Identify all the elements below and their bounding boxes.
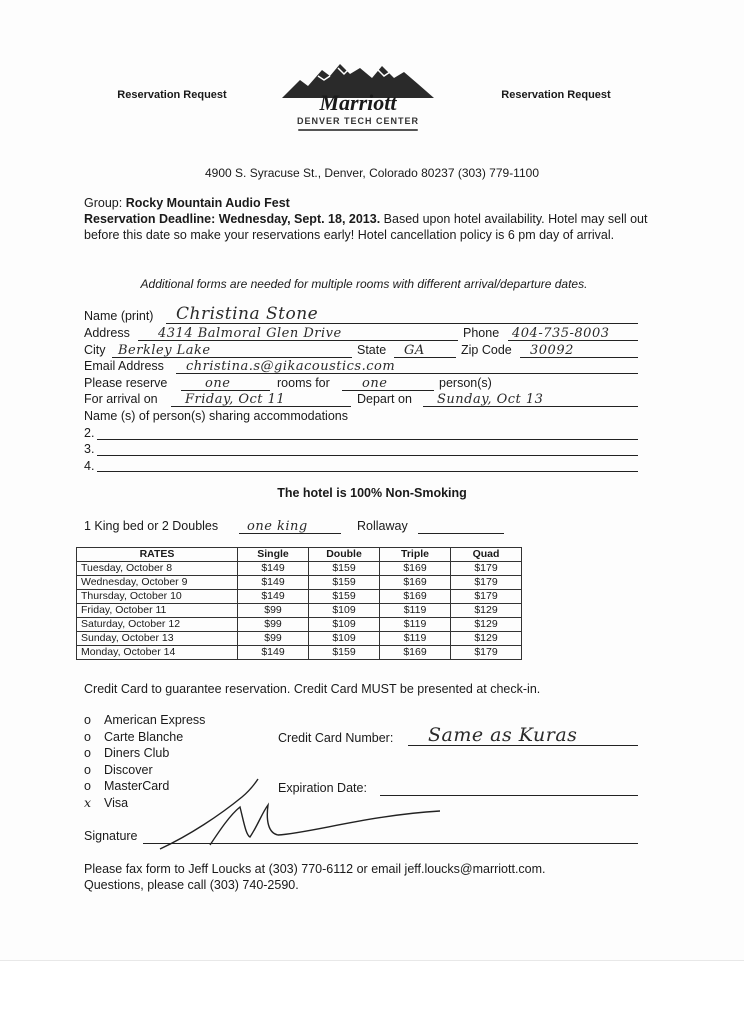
card-number-value: Same as Kuras <box>428 724 578 746</box>
scanner-margin <box>0 960 744 1025</box>
reserve-label: Please reserve <box>84 376 168 390</box>
persons-count-field[interactable] <box>342 375 434 391</box>
city-label: City <box>84 343 106 357</box>
rate-single: $149 <box>238 646 309 660</box>
state-label: State <box>357 343 387 357</box>
city-value: Berkley Lake <box>118 343 211 358</box>
radio-bullet-icon: o <box>84 746 91 760</box>
zip-value: 30092 <box>530 343 574 358</box>
table-row <box>77 562 522 576</box>
card-option-label: Carte Blanche <box>104 729 184 744</box>
checked-x-icon: x <box>84 794 92 810</box>
phone-label: Phone <box>463 326 500 340</box>
rollaway-label: Rollaway <box>357 519 408 533</box>
name-value: Christina Stone <box>176 304 319 324</box>
address-label: Address <box>84 326 130 340</box>
marriott-wordmark: Marriott <box>319 90 397 115</box>
logo-underline <box>298 129 418 131</box>
quad-header: Quad <box>451 548 522 562</box>
questions-phone: Questions, please call (303) 740-2590. <box>84 878 299 892</box>
state-value: GA <box>404 343 425 358</box>
fax-instructions: Please fax form to Jeff Loucks at (303) 770-6112 or email jeff.loucks@marriott.com. <box>84 862 546 876</box>
radio-bullet-icon: o <box>84 729 91 744</box>
zip-field[interactable] <box>520 342 638 358</box>
zip-label: Zip Code <box>461 343 512 357</box>
depart-label: Depart on <box>357 392 412 406</box>
rate-quad: $129 <box>451 604 522 618</box>
rate-quad: $129 <box>451 632 522 646</box>
email-value: christina.s@gikacoustics.com <box>186 359 396 374</box>
deadline-label: Reservation Deadline: Wednesday, Sept. 18, 2013. <box>84 212 381 226</box>
table-row <box>77 646 522 660</box>
rate-quad: $179 <box>451 646 522 660</box>
card-number-label: Credit Card Number: <box>278 731 394 745</box>
rate-single: $99 <box>238 604 309 618</box>
mountain-logo-icon <box>278 58 438 116</box>
group-name: Rocky Mountain Audio Fest <box>125 196 290 210</box>
rate-triple: $169 <box>380 646 451 660</box>
deadline-paragraph <box>84 211 654 243</box>
single-header: Single <box>238 548 309 562</box>
logo-subtitle: DENVER TECH CENTER <box>296 116 419 126</box>
rooms-count-value: one <box>205 376 231 391</box>
card-option-label: Discover <box>104 762 153 777</box>
additional-forms-note: Additional forms are needed for multiple rooms with different arrival/departure dates. <box>140 277 588 291</box>
share-4-field[interactable] <box>97 456 638 472</box>
rate-triple: $119 <box>380 604 451 618</box>
credit-card-notice: Credit Card to guarantee reservation. Credit Card MUST be presented at check-in. <box>84 682 541 696</box>
phone-field[interactable] <box>508 325 638 341</box>
rate-single: $99 <box>238 632 309 646</box>
table-row <box>77 604 522 618</box>
email-label: Email Address <box>84 359 164 373</box>
group-label: Group: <box>84 196 126 210</box>
double-header: Double <box>309 548 380 562</box>
card-option-label: Diners Club <box>104 746 170 760</box>
rate-triple: $169 <box>380 562 451 576</box>
radio-bullet-icon: o <box>84 713 91 727</box>
rate-double: $159 <box>309 646 380 660</box>
rates-header-row <box>77 548 522 562</box>
rates-header: RATES <box>77 548 238 562</box>
rate-day: Saturday, October 12 <box>77 618 238 632</box>
rate-day: Thursday, October 10 <box>77 590 238 604</box>
rate-double: $109 <box>309 632 380 646</box>
phone-value: 404-735-8003 <box>512 326 610 341</box>
persons-label: person(s) <box>439 376 492 390</box>
rate-triple: $119 <box>380 632 451 646</box>
address-value: 4314 Balmoral Glen Drive <box>158 326 342 341</box>
marriott-logo <box>270 58 446 148</box>
non-smoking-notice: The hotel is 100% Non-Smoking <box>277 486 467 500</box>
hotel-address: 4900 S. Syracuse St., Denver, Colorado 80237 (303) 779-1100 <box>205 166 539 180</box>
rate-triple: $169 <box>380 590 451 604</box>
rate-quad: $179 <box>451 590 522 604</box>
rate-double: $109 <box>309 618 380 632</box>
name-field[interactable] <box>166 304 638 324</box>
rate-triple: $169 <box>380 576 451 590</box>
table-row <box>77 618 522 632</box>
rate-day: Sunday, October 13 <box>77 632 238 646</box>
city-field[interactable] <box>112 342 352 358</box>
share-3-label: 3. <box>84 442 95 456</box>
rate-single: $149 <box>238 590 309 604</box>
address-field[interactable] <box>138 325 458 341</box>
signature-label: Signature <box>84 829 138 843</box>
radio-bullet-icon: o <box>84 779 91 793</box>
state-field[interactable] <box>394 342 456 358</box>
table-row <box>77 632 522 646</box>
expiration-label: Expiration Date: <box>278 781 367 795</box>
card-option-carte-blanche[interactable] <box>84 729 205 746</box>
bed-field[interactable] <box>239 518 341 534</box>
card-option-label: American Express <box>104 713 206 727</box>
card-option-label: Visa <box>104 795 129 810</box>
bed-label: 1 King bed or 2 Doubles <box>84 519 219 533</box>
rooms-for-label: rooms for <box>277 376 330 390</box>
rate-double: $109 <box>309 604 380 618</box>
triple-header: Triple <box>380 548 451 562</box>
rate-triple: $119 <box>380 618 451 632</box>
card-number-field[interactable] <box>408 724 638 746</box>
reservation-request-left-label: Reservation Request <box>117 89 227 101</box>
rate-quad: $179 <box>451 576 522 590</box>
deadline-text: Based upon hotel availability. Hotel may sell out before this date so make your reservations early! Hotel cancellation policy is 6 pm day of arrival. <box>84 212 648 242</box>
rate-double: $159 <box>309 576 380 590</box>
table-row <box>77 576 522 590</box>
radio-bullet-icon: o <box>84 762 91 777</box>
table-row <box>77 590 522 604</box>
card-option-diners-club[interactable] <box>84 745 205 762</box>
rate-day: Friday, October 11 <box>77 604 238 618</box>
persons-count-value: one <box>362 376 388 391</box>
rate-day: Wednesday, October 9 <box>77 576 238 590</box>
arrival-value: Friday, Oct 11 <box>185 392 286 407</box>
name-label: Name (print) <box>84 309 154 323</box>
signature-scribble-icon <box>150 775 450 855</box>
rate-single: $149 <box>238 576 309 590</box>
share-2-field[interactable] <box>97 424 638 440</box>
card-option-label: MasterCard <box>104 779 170 793</box>
reservation-request-right-label: Reservation Request <box>501 89 611 101</box>
card-option-american-express[interactable] <box>84 712 205 729</box>
rate-single: $99 <box>238 618 309 632</box>
name-row <box>84 308 153 324</box>
bed-value: one king <box>247 519 308 534</box>
share-4-label: 4. <box>84 459 95 473</box>
depart-field[interactable] <box>423 391 638 407</box>
sharing-label: Name (s) of person(s) sharing accommodations <box>84 409 348 423</box>
email-field[interactable] <box>176 358 638 374</box>
group-line <box>84 195 654 211</box>
rate-double: $159 <box>309 590 380 604</box>
share-2-label: 2. <box>84 426 95 440</box>
rate-quad: $129 <box>451 618 522 632</box>
depart-value: Sunday, Oct 13 <box>437 392 544 407</box>
rollaway-field[interactable] <box>418 518 504 534</box>
arrival-field[interactable] <box>171 391 351 407</box>
rate-day: Monday, October 14 <box>77 646 238 660</box>
share-3-field[interactable] <box>97 440 638 456</box>
rate-day: Tuesday, October 8 <box>77 562 238 576</box>
rooms-count-field[interactable] <box>181 375 270 391</box>
rate-quad: $179 <box>451 562 522 576</box>
rate-double: $159 <box>309 562 380 576</box>
rates-table <box>76 547 522 660</box>
arrival-label: For arrival on <box>84 392 158 406</box>
rate-single: $149 <box>238 562 309 576</box>
